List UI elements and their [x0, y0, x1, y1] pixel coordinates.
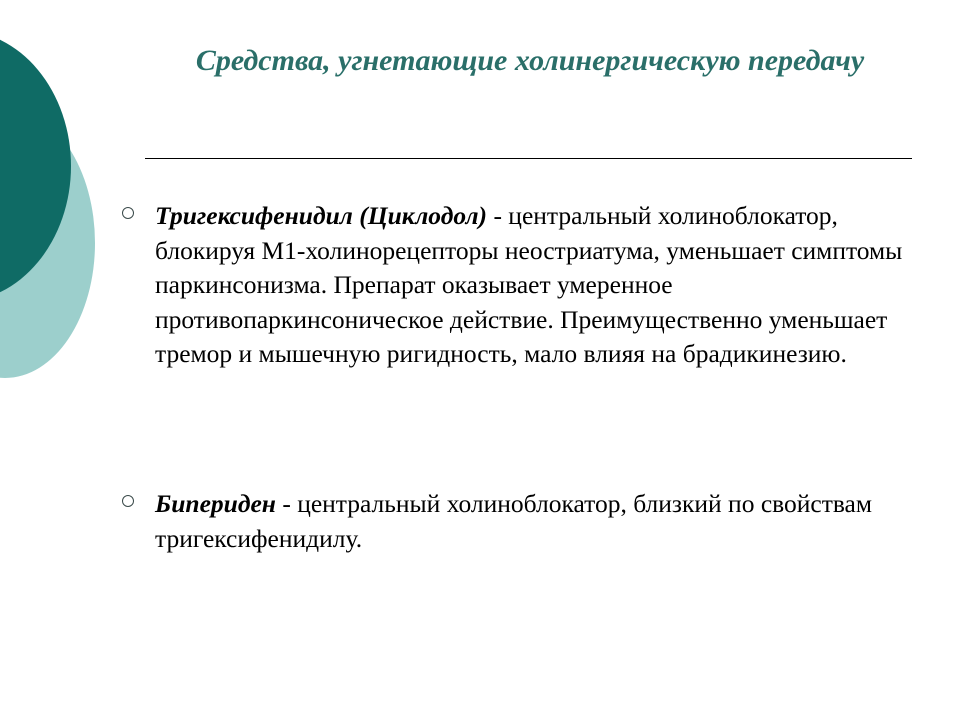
bullet-item-biperiden: [155, 487, 925, 556]
bullet-term: Бипериден: [155, 489, 276, 518]
bullet-circle-icon: [122, 495, 134, 507]
bullet-term: Тригексифенидил (Циклодол): [155, 201, 488, 230]
slide-title: Средства, угнетающие холинергическую передачу: [195, 44, 865, 77]
bullet-text: - центральный холиноблокатор, близкий по свойствам тригексифенидилу.: [155, 489, 873, 553]
title-divider: [145, 158, 912, 159]
bullet-item-trihexyphenidyl: [155, 199, 925, 372]
bullet-circle-icon: [122, 207, 134, 219]
bullet-text: - центральный холиноблокатор, блокируя М1-холинорецепторы неостриатума, уменьшает симптомы паркинсонизма. Препарат оказывает умеренное противопаркинсоническое действие. Преимущественно уменьшает тремор и мышечную ригидность, мало влияя на брадикинезию.: [155, 201, 903, 368]
